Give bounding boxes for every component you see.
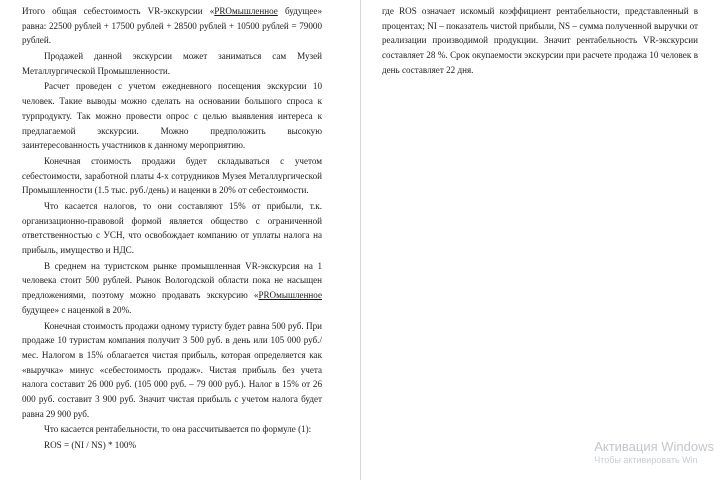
run-text: Что касается налогов, то они составляют 15% от прибыли, т.к. организационно-правовой формой является общество с ограниченной ответственностью с УСН, что освобождает компанию от уплаты налога на прибыль, имущество и НДС. — [22, 200, 322, 256]
run-text: Конечная стоимость продажи одному туристу будет равна 500 руб. При продаже 10 туристам компания получит 3 500 руб. в день или 105 000 руб./мес. Налогом в 15% облагается чистая прибыль, которая определяется как «выручка» минус «себестоимость продаж». Чистая прибыль без учета налога составит 26 000 руб. (105 000 руб. – 79 000 руб.). Налог в 15% от 26 000 руб. составит 3 900 руб. Значит чистая прибыль с учетом налога будет равна 29 900 руб. — [22, 320, 322, 419]
run-underline-brand: PROмышленное — [258, 290, 322, 301]
run-text: будущее» равна: 22500 рублей + 17500 рублей + 28500 рублей + 10500 рублей = 79000 рублей. — [22, 6, 322, 46]
paragraph-profitability — [22, 422, 322, 437]
watermark-title: Активация Windows — [594, 438, 714, 454]
run-text: Конечная стоимость продажи будет складываться с учетом себестоимости, заработной платы 4-х сотрудников Музея Металлургической Промышленности (1.5 тыс. руб./день) и наценки в 20% от себестоимости. — [22, 155, 322, 196]
right-text-column — [360, 0, 720, 480]
paragraph-final-price — [22, 154, 322, 198]
run-underline-brand: PROмышленное — [214, 6, 278, 16]
paragraph-formula — [22, 438, 322, 453]
run-text: В среднем на туристском рынке промышленная VR-экскурсия на 1 человека стоит 500 рублей. Рынок Вологодской области пока не насыщен предложениями, поэтому можно продавать экскурсию « — [22, 260, 322, 301]
paragraph-ros-definition — [382, 4, 698, 78]
run-text: будущее» с наценкой в 20%. — [22, 304, 132, 315]
watermark-subtitle: Чтобы активировать Win — [594, 454, 698, 465]
run-text: Продажей данной экскурсии может заниматься сам Музей Металлургической Промышленности. — [22, 51, 322, 76]
run-text: Итого общая себестоимость VR-экскурсии « — [22, 6, 215, 16]
run-text: Что касается рентабельности, то она рассчитывается по формуле (1): — [44, 424, 312, 435]
paragraph-museum — [22, 49, 322, 78]
paragraph-sale-price — [22, 319, 322, 422]
run-text: Расчет проведен с учетом ежедневного посещения экскурсии 10 человек. Такие выводы можно сделать на основании большого спроса к турпродукту. Так можно провести опрос с целью выявления интереса к предлагаемой экскурсии. Можно предположить высокую заинтересованность участников к данному мероприятию. — [22, 81, 322, 151]
run-text: ROS = (NI / NS) * 100% — [44, 440, 137, 451]
paragraph-daily-visits — [22, 79, 322, 153]
paragraph-market-average — [22, 259, 322, 318]
paragraph-total-cost — [22, 4, 322, 48]
paragraph-taxes — [22, 199, 322, 258]
run-text: где ROS означает искомый коэффициент рентабельности, представленный в процентах; NI – показатель чистой прибыли, NS – сумма полученной выручки от реализации производимой продукции. Значит рентабельность VR-экскурсии составляет 28 %. Срок окупаемости экскурсии при расчете продажа 10 человек в день составляет 22 дня. — [382, 6, 698, 75]
